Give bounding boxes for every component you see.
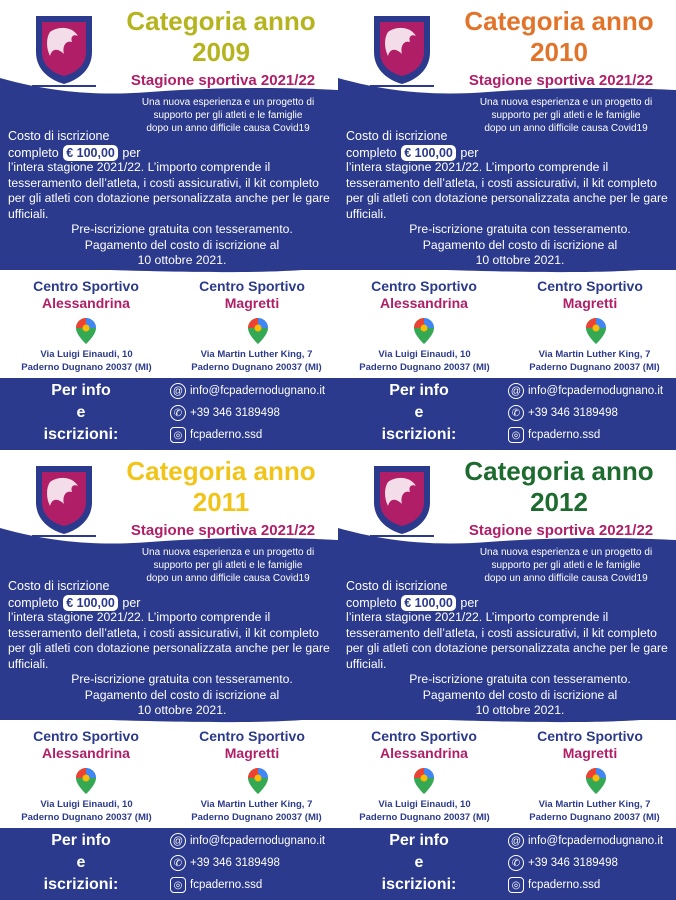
preregistration-text — [370, 222, 670, 269]
season-title: Stagione sportiva 2021/22 — [130, 72, 316, 89]
map-pin-icon[interactable] — [76, 318, 96, 344]
club-logo-icon — [28, 12, 100, 98]
intro-line: Una nuova esperienza e un progetto di — [141, 547, 315, 558]
intro-line: dopo un anno difficile causa Covid19 — [146, 573, 310, 584]
phone-icon: ✆ — [170, 405, 186, 421]
description-text: l’intera stagione 2021/22. L’importo comprende il tesseramento dell’atleta, i costi assicurativi, il kit completo per gli atleti con dotazione personalizzata anche per le gare ufficiali. — [8, 160, 330, 221]
email-text[interactable]: info@fcpadernodugnano.it — [528, 835, 664, 847]
address-magretti — [512, 798, 676, 824]
intro-text — [118, 96, 338, 135]
phone-contact[interactable] — [170, 854, 280, 872]
contact-footer — [0, 828, 338, 900]
category-title — [108, 6, 334, 68]
email-text[interactable]: info@fcpadernodugnano.it — [190, 835, 326, 847]
center-alessandrina-name — [344, 728, 504, 762]
address-magretti — [174, 798, 338, 824]
intro-line: supporto per gli atleti e le famiglie — [491, 560, 641, 571]
info-line: iscrizioni: — [43, 426, 119, 443]
center-alessandrina-name — [344, 278, 504, 312]
info-line: Per info — [389, 382, 449, 399]
center-alessandrina-name — [6, 728, 166, 762]
intro-line: dopo un anno difficile causa Covid19 — [146, 123, 310, 134]
info-line: iscrizioni: — [43, 876, 119, 893]
category-title — [446, 6, 672, 68]
address-line: Paderno Dugnano 20037 (MI) — [529, 812, 660, 823]
intro-text — [118, 546, 338, 585]
map-pin-icon[interactable] — [414, 318, 434, 344]
intro-line: Una nuova esperienza e un progetto di — [479, 97, 653, 108]
email-text[interactable]: info@fcpadernodugnano.it — [528, 385, 664, 397]
description-text: l’intera stagione 2021/22. L’importo comprende il tesseramento dell’atleta, i costi assicurativi, il kit completo per gli atleti con dotazione personalizzata anche per le gare ufficiali. — [8, 610, 330, 671]
center-place: Magretti — [224, 745, 280, 761]
price-badge: € 100,00 — [400, 144, 457, 162]
category-title — [108, 456, 334, 518]
phone-text[interactable]: +39 346 3189498 — [528, 857, 618, 869]
phone-icon: ✆ — [508, 405, 524, 421]
preregistration-text — [370, 672, 670, 719]
pre-line: 10 ottobre 2021. — [475, 253, 565, 267]
pre-line: Pagamento del costo di iscrizione al — [84, 687, 280, 702]
address-line: Paderno Dugnano 20037 (MI) — [359, 812, 490, 823]
description-text: l’intera stagione 2021/22. L’importo comprende il tesseramento dell’atleta, i costi assicurativi, il kit completo per gli atleti con dotazione personalizzata anche per le gare ufficiali. — [346, 610, 668, 671]
info-heading — [364, 380, 474, 446]
address-line: Paderno Dugnano 20037 (MI) — [191, 812, 322, 823]
address-magretti — [512, 348, 676, 374]
cost-label: Costo di iscrizione — [8, 579, 110, 593]
map-pin-icon[interactable] — [76, 768, 96, 794]
address-line: Via Martin Luther King, 7 — [538, 349, 651, 360]
pre-line: Pre-iscrizione gratuita con tesseramento. — [409, 222, 631, 236]
preregistration-text — [32, 672, 332, 719]
center-place: Alessandrina — [42, 295, 130, 311]
phone-text[interactable]: +39 346 3189498 — [190, 407, 280, 419]
category-label: Categoria anno — [464, 456, 654, 486]
instagram-contact[interactable] — [508, 876, 600, 894]
center-label: Centro Sportivo — [33, 728, 139, 744]
address-line: Paderno Dugnano 20037 (MI) — [21, 362, 152, 373]
category-title — [446, 456, 672, 518]
cost-text: completo — [8, 146, 59, 160]
pre-line: 10 ottobre 2021. — [137, 253, 227, 267]
instagram-contact[interactable] — [170, 876, 262, 894]
flyer-2010 — [338, 0, 676, 450]
map-pin-icon[interactable] — [248, 768, 268, 794]
category-year: 2011 — [192, 487, 250, 517]
instagram-text[interactable]: fcpaderno.ssd — [528, 879, 601, 891]
address-line: Via Martin Luther King, 7 — [200, 799, 313, 810]
map-pin-icon[interactable] — [586, 768, 606, 794]
center-magretti-name — [510, 728, 670, 762]
intro-line: dopo un anno difficile causa Covid19 — [484, 123, 648, 134]
email-icon: @ — [170, 833, 186, 849]
address-line: Via Luigi Einaudi, 10 — [40, 799, 133, 810]
email-text[interactable]: info@fcpadernodugnano.it — [190, 385, 326, 397]
address-line: Via Martin Luther King, 7 — [538, 799, 651, 810]
instagram-contact[interactable] — [170, 426, 262, 444]
address-alessandrina — [342, 348, 507, 374]
pre-line: Pre-iscrizione gratuita con tesseramento. — [71, 222, 293, 236]
cost-label: Costo di iscrizione — [346, 579, 448, 593]
contact-footer — [0, 378, 338, 450]
address-magretti — [174, 348, 338, 374]
pre-line: Pagamento del costo di iscrizione al — [422, 687, 618, 702]
center-alessandrina-name — [6, 278, 166, 312]
flyer-2009 — [0, 0, 338, 450]
season-title: Stagione sportiva 2021/22 — [130, 522, 316, 539]
email-icon: @ — [508, 383, 524, 399]
map-pin-icon[interactable] — [414, 768, 434, 794]
phone-text[interactable]: +39 346 3189498 — [190, 857, 280, 869]
email-contact[interactable] — [508, 382, 663, 400]
intro-line: supporto per gli atleti e le famiglie — [491, 110, 641, 121]
cost-text: per — [460, 146, 479, 160]
info-line: Per info — [51, 832, 111, 849]
center-label: Centro Sportivo — [537, 728, 643, 744]
intro-line: Una nuova esperienza e un progetto di — [479, 547, 653, 558]
pre-line: Pagamento del costo di iscrizione al — [422, 237, 618, 252]
address-line: Via Martin Luther King, 7 — [200, 349, 313, 360]
center-place: Alessandrina — [380, 745, 468, 761]
address-line: Via Luigi Einaudi, 10 — [378, 799, 471, 810]
cost-text: per — [122, 596, 141, 610]
address-alessandrina — [4, 798, 169, 824]
category-year: 2012 — [530, 487, 588, 517]
address-line: Via Luigi Einaudi, 10 — [378, 349, 471, 360]
category-label: Categoria anno — [126, 6, 316, 36]
cost-text: completo — [346, 596, 397, 610]
cost-text: per — [122, 146, 141, 160]
price-badge: € 100,00 — [400, 594, 457, 612]
email-icon: @ — [508, 833, 524, 849]
address-line: Paderno Dugnano 20037 (MI) — [191, 362, 322, 373]
phone-text[interactable]: +39 346 3189498 — [528, 407, 618, 419]
center-label: Centro Sportivo — [371, 278, 477, 294]
info-line: Per info — [389, 832, 449, 849]
contact-footer — [338, 378, 676, 450]
center-label: Centro Sportivo — [371, 728, 477, 744]
address-alessandrina — [342, 798, 507, 824]
flyer-2012 — [338, 450, 676, 900]
address-alessandrina — [4, 348, 169, 374]
center-place: Alessandrina — [42, 745, 130, 761]
info-line: iscrizioni: — [381, 426, 457, 443]
contact-footer — [338, 828, 676, 900]
center-label: Centro Sportivo — [199, 728, 305, 744]
price-badge: € 100,00 — [62, 144, 119, 162]
info-line: e — [414, 404, 424, 421]
club-logo-icon — [28, 462, 100, 548]
club-logo-icon — [366, 462, 438, 548]
phone-icon: ✆ — [508, 855, 524, 871]
instagram-icon: ◎ — [170, 877, 186, 893]
center-magretti-name — [172, 728, 332, 762]
intro-line: dopo un anno difficile causa Covid19 — [484, 573, 648, 584]
category-label: Categoria anno — [126, 456, 316, 486]
email-contact[interactable] — [170, 382, 325, 400]
price-badge: € 100,00 — [62, 594, 119, 612]
info-line: Per info — [51, 382, 111, 399]
instagram-icon: ◎ — [508, 427, 524, 443]
category-label: Categoria anno — [464, 6, 654, 36]
instagram-icon: ◎ — [170, 427, 186, 443]
pre-line: Pre-iscrizione gratuita con tesseramento. — [409, 672, 631, 686]
center-place: Magretti — [562, 745, 618, 761]
phone-contact[interactable] — [508, 404, 618, 422]
intro-line: supporto per gli atleti e le famiglie — [153, 110, 303, 121]
category-year: 2010 — [530, 37, 588, 67]
cost-label: Costo di iscrizione — [8, 129, 110, 143]
cost-text: completo — [8, 596, 59, 610]
cost-text: completo — [346, 146, 397, 160]
instagram-text[interactable]: fcpaderno.ssd — [528, 429, 601, 441]
center-label: Centro Sportivo — [537, 278, 643, 294]
address-line: Paderno Dugnano 20037 (MI) — [359, 362, 490, 373]
info-heading — [26, 380, 136, 446]
info-heading — [364, 830, 474, 896]
category-year: 2009 — [192, 37, 250, 67]
map-pin-icon[interactable] — [248, 318, 268, 344]
center-place: Magretti — [224, 295, 280, 311]
pre-line: 10 ottobre 2021. — [475, 703, 565, 717]
address-line: Via Luigi Einaudi, 10 — [40, 349, 133, 360]
center-magretti-name — [172, 278, 332, 312]
description-text: l’intera stagione 2021/22. L’importo comprende il tesseramento dell’atleta, i costi assicurativi, il kit completo per gli atleti con dotazione personalizzata anche per le gare ufficiali. — [346, 160, 668, 221]
instagram-text[interactable]: fcpaderno.ssd — [190, 879, 263, 891]
intro-line: supporto per gli atleti e le famiglie — [153, 560, 303, 571]
preregistration-text — [32, 222, 332, 269]
club-logo-icon — [366, 12, 438, 98]
center-place: Alessandrina — [380, 295, 468, 311]
flyer-2011 — [0, 450, 338, 900]
info-line: e — [414, 854, 424, 871]
instagram-text[interactable]: fcpaderno.ssd — [190, 429, 263, 441]
email-contact[interactable] — [170, 832, 325, 850]
address-line: Paderno Dugnano 20037 (MI) — [21, 812, 152, 823]
cost-text: per — [460, 596, 479, 610]
season-title: Stagione sportiva 2021/22 — [468, 72, 654, 89]
phone-icon: ✆ — [170, 855, 186, 871]
pre-line: Pagamento del costo di iscrizione al — [84, 237, 280, 252]
instagram-contact[interactable] — [508, 426, 600, 444]
pre-line: Pre-iscrizione gratuita con tesseramento. — [71, 672, 293, 686]
info-line: e — [76, 854, 86, 871]
intro-line: Una nuova esperienza e un progetto di — [141, 97, 315, 108]
info-line: e — [76, 404, 86, 421]
map-pin-icon[interactable] — [586, 318, 606, 344]
info-line: iscrizioni: — [381, 876, 457, 893]
cost-label: Costo di iscrizione — [346, 129, 448, 143]
center-label: Centro Sportivo — [33, 278, 139, 294]
intro-text — [456, 546, 676, 585]
season-title: Stagione sportiva 2021/22 — [468, 522, 654, 539]
intro-text — [456, 96, 676, 135]
phone-contact[interactable] — [170, 404, 280, 422]
pre-line: 10 ottobre 2021. — [137, 703, 227, 717]
instagram-icon: ◎ — [508, 877, 524, 893]
center-place: Magretti — [562, 295, 618, 311]
address-line: Paderno Dugnano 20037 (MI) — [529, 362, 660, 373]
phone-contact[interactable] — [508, 854, 618, 872]
email-contact[interactable] — [508, 832, 663, 850]
center-label: Centro Sportivo — [199, 278, 305, 294]
info-heading — [26, 830, 136, 896]
center-magretti-name — [510, 278, 670, 312]
email-icon: @ — [170, 383, 186, 399]
